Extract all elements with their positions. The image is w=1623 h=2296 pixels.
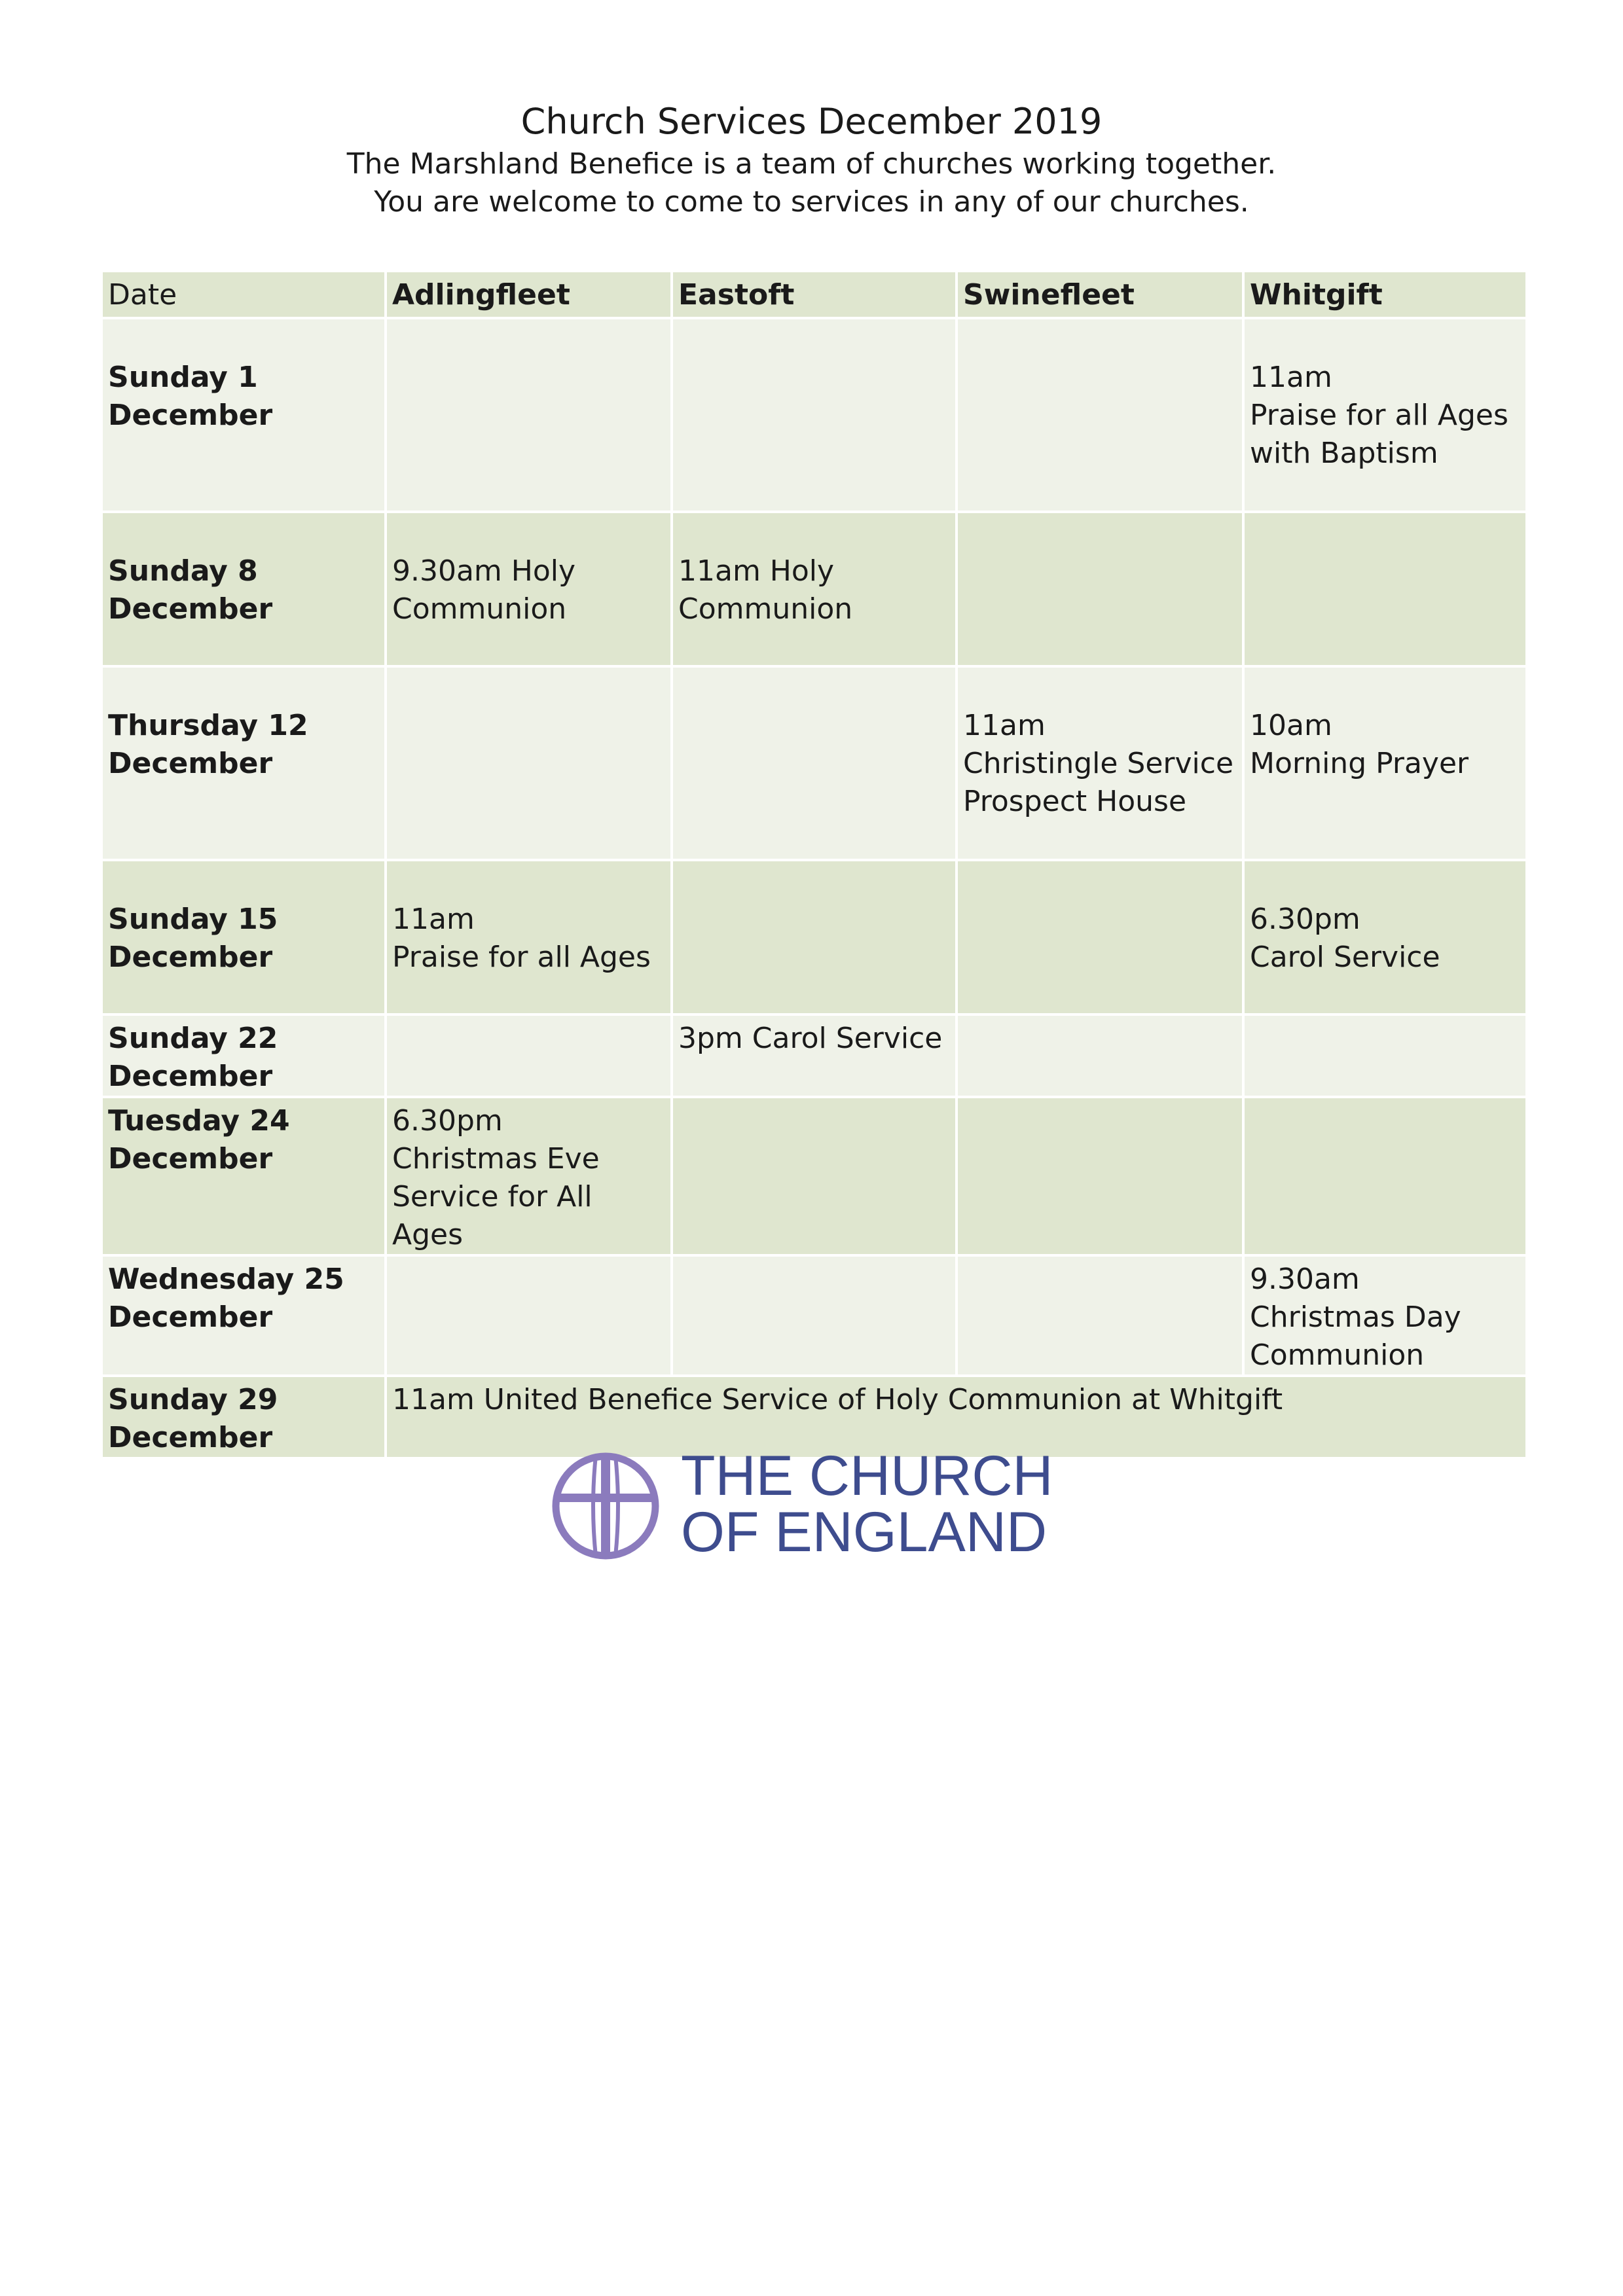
swinefleet-cell (957, 512, 1243, 666)
logo-line-2: OF ENGLAND (681, 1501, 1048, 1564)
swinefleet-cell (957, 1097, 1243, 1255)
date-text: Sunday 22 December (108, 1022, 278, 1093)
service-text: 11am Praise for all Ages (392, 903, 651, 974)
document-header (0, 98, 1623, 221)
swinefleet-cell (957, 318, 1243, 512)
date-text: Sunday 1 December (108, 361, 273, 432)
date-cell (101, 512, 386, 666)
whitgift-cell (1243, 512, 1527, 666)
table-row (101, 666, 1527, 860)
whitgift-cell (1243, 1097, 1527, 1255)
adlingfleet-cell (386, 860, 672, 1014)
eastoft-cell (672, 666, 957, 860)
eastoft-cell (672, 318, 957, 512)
whitgift-cell (1243, 860, 1527, 1014)
service-text: 9.30am Holy Communion (392, 554, 576, 626)
swinefleet-cell (957, 666, 1243, 860)
service-text: 6.30pm Christmas Eve Service for All Ages (392, 1104, 600, 1251)
column-header-whitgift: Whitgift (1243, 271, 1527, 318)
column-header-adlingfleet: Adlingfleet (386, 271, 672, 318)
logo-text (681, 1444, 1053, 1564)
united-service-text: 11am United Benefice Service of Holy Communion at Whitgift (392, 1383, 1283, 1416)
whitgift-cell (1243, 1255, 1527, 1376)
service-text: 3pm Carol Service (678, 1022, 943, 1055)
service-text: 6.30pm Carol Service (1250, 903, 1440, 974)
eastoft-cell (672, 1014, 957, 1097)
date-cell (101, 1376, 386, 1458)
date-text: Sunday 15 December (108, 903, 278, 974)
table-row (101, 318, 1527, 512)
whitgift-cell (1243, 666, 1527, 860)
table-row (101, 512, 1527, 666)
service-text: 11am Holy Communion (678, 554, 853, 626)
date-text: Sunday 8 December (108, 554, 273, 626)
date-cell (101, 860, 386, 1014)
column-header-eastoft: Eastoft (672, 271, 957, 318)
date-text: Sunday 29 December (108, 1383, 278, 1454)
church-of-england-logo (550, 1444, 1087, 1566)
table-header-row (101, 271, 1527, 318)
column-header-date: Date (101, 271, 386, 318)
date-text: Wednesday 25 December (108, 1263, 344, 1334)
adlingfleet-cell (386, 1255, 672, 1376)
date-cell (101, 1097, 386, 1255)
date-cell (101, 1255, 386, 1376)
swinefleet-cell (957, 1255, 1243, 1376)
page-title: Church Services December 2019 (520, 101, 1103, 142)
service-text: 11am Praise for all Ages with Baptism (1250, 361, 1508, 470)
service-text: 9.30am Christmas Day Communion (1250, 1263, 1461, 1372)
whitgift-cell (1243, 1014, 1527, 1097)
whitgift-cell (1243, 318, 1527, 512)
date-text: Tuesday 24 December (108, 1104, 290, 1175)
service-text: 10am Morning Prayer (1250, 709, 1469, 780)
eastoft-cell (672, 512, 957, 666)
eastoft-cell (672, 1097, 957, 1255)
table-row (101, 1255, 1527, 1376)
table-row (101, 1014, 1527, 1097)
services-table (100, 270, 1528, 1460)
eastoft-cell (672, 860, 957, 1014)
column-header-swinefleet: Swinefleet (957, 271, 1243, 318)
table-row (101, 1097, 1527, 1255)
adlingfleet-cell (386, 666, 672, 860)
date-text: Thursday 12 December (108, 709, 308, 780)
subtitle-line-2: You are welcome to come to services in any of our churches. (374, 185, 1249, 219)
table-row (101, 860, 1527, 1014)
subtitle-line-1: The Marshland Benefice is a team of churches working together. (346, 147, 1277, 181)
swinefleet-cell (957, 860, 1243, 1014)
adlingfleet-cell (386, 512, 672, 666)
swinefleet-cell (957, 1014, 1243, 1097)
logo-line-1: THE CHURCH (681, 1444, 1053, 1507)
date-cell (101, 318, 386, 512)
adlingfleet-cell (386, 1014, 672, 1097)
adlingfleet-cell (386, 318, 672, 512)
date-cell (101, 666, 386, 860)
service-text: 11am Christingle Service Prospect House (963, 709, 1234, 818)
adlingfleet-cell (386, 1097, 672, 1255)
church-of-england-cross-icon (550, 1450, 661, 1562)
date-cell (101, 1014, 386, 1097)
eastoft-cell (672, 1255, 957, 1376)
